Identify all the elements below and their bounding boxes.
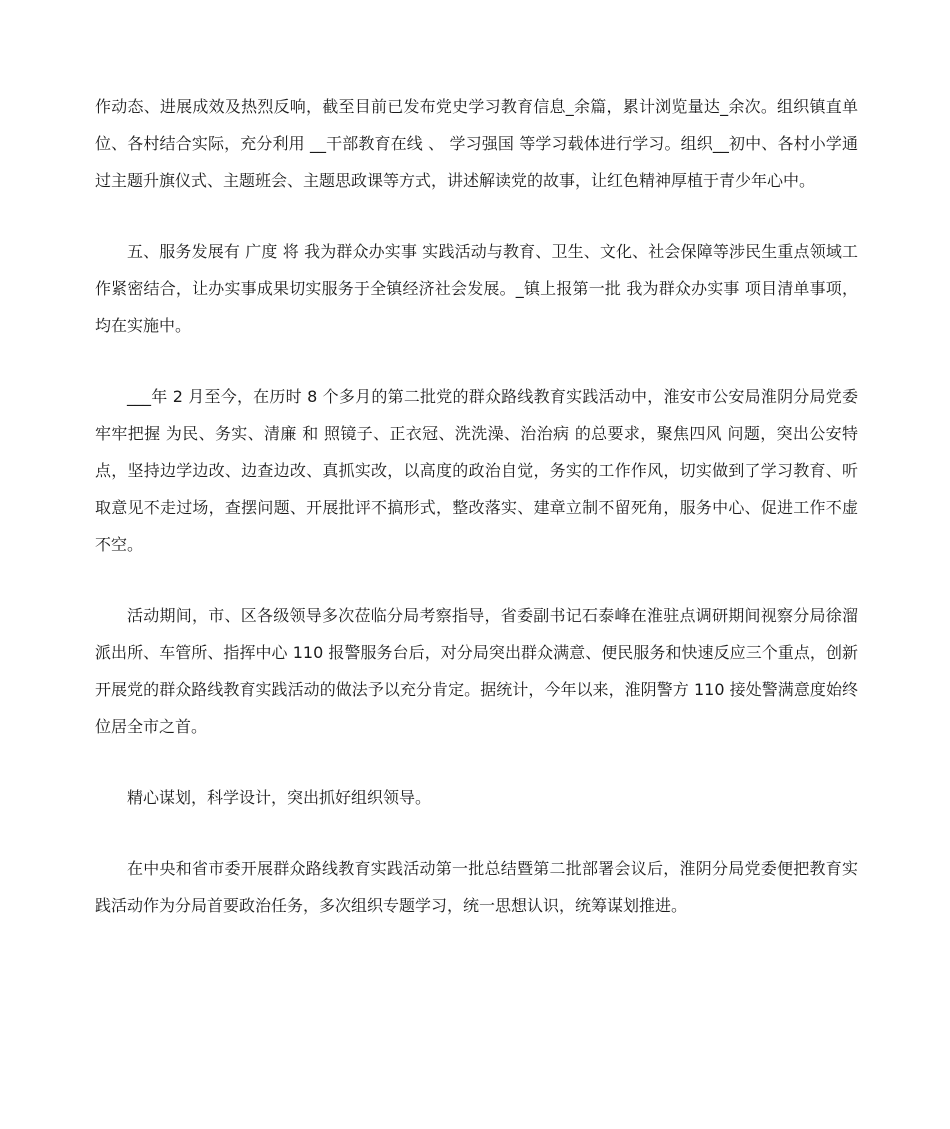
paragraph-gap — [95, 344, 858, 378]
paragraph-gap — [95, 745, 858, 779]
paragraph-leadership-inspection: 活动期间，市、区各级领导多次莅临分局考察指导，省委副书记石泰峰在淮驻点调研期间视察分局徐溜派出所、车管所、指挥中心 110 报警服务台后，对分局突出群众满意、便民服务和快速反应三个重点，创新开展党的群众路线教育实践活动的做法予以充分肯定。据统计，今年以来，淮阴警方 110 接处警满意度始终位居全市之首。 — [95, 606, 858, 736]
paragraph-mass-line-campaign: ___年 2 月至今，在历时 8 个多月的第二批党的群众路线教育实践活动中，淮安市公安局淮阴分局党委牢牢把握 为民、务实、清廉 和 照镜子、正衣冠、洗洗澡、治治病 的总要求，聚焦四风 问题，突出公安特点，坚持边学边改、边查边改、真抓实改，以高度的政治自觉，务实的工作作风，切实做到了学习教育、听取意见不走过场，查摆问题、开展批评不搞形式，整改落实、建章立制不留死角，服务中心、促进工作不虚不空。 — [95, 387, 858, 554]
paragraph-party-history-study: 作动态、进展成效及热烈反响，截至目前已发布党史学习教育信息_余篇，累计浏览量达_余次。组织镇直单位、各村结合实际，充分利用 __干部教育在线 、 学习强国 等学习载体进行学习。组织__初中、各村小学通过主题升旗仪式、主题班会、主题思政课等方式，讲述解读党的故事，让红色精神厚植于青少年心中。 — [95, 97, 858, 190]
paragraph-planning-heading: 精心谋划，科学设计，突出抓好组织领导。 — [127, 788, 432, 807]
paragraph-gap — [95, 816, 858, 850]
paragraph-central-committee-meeting: 在中央和省市委开展群众路线教育实践活动第一批总结暨第二批部署会议后，淮阴分局党委便把教育实践活动作为分局首要政治任务，多次组织专题学习，统一思想认识，统筹谋划推进。 — [95, 859, 858, 915]
paragraph-gap — [95, 199, 858, 233]
paragraph-gap — [95, 563, 858, 597]
paragraph-service-development: 五、服务发展有 广度 将 我为群众办实事 实践活动与教育、卫生、文化、社会保障等涉民生重点领域工作紧密结合，让办实事成果切实服务于全镇经济社会发展。_镇上报第一批 我为群众办实事 项目清单事项，均在实施中。 — [95, 242, 858, 335]
